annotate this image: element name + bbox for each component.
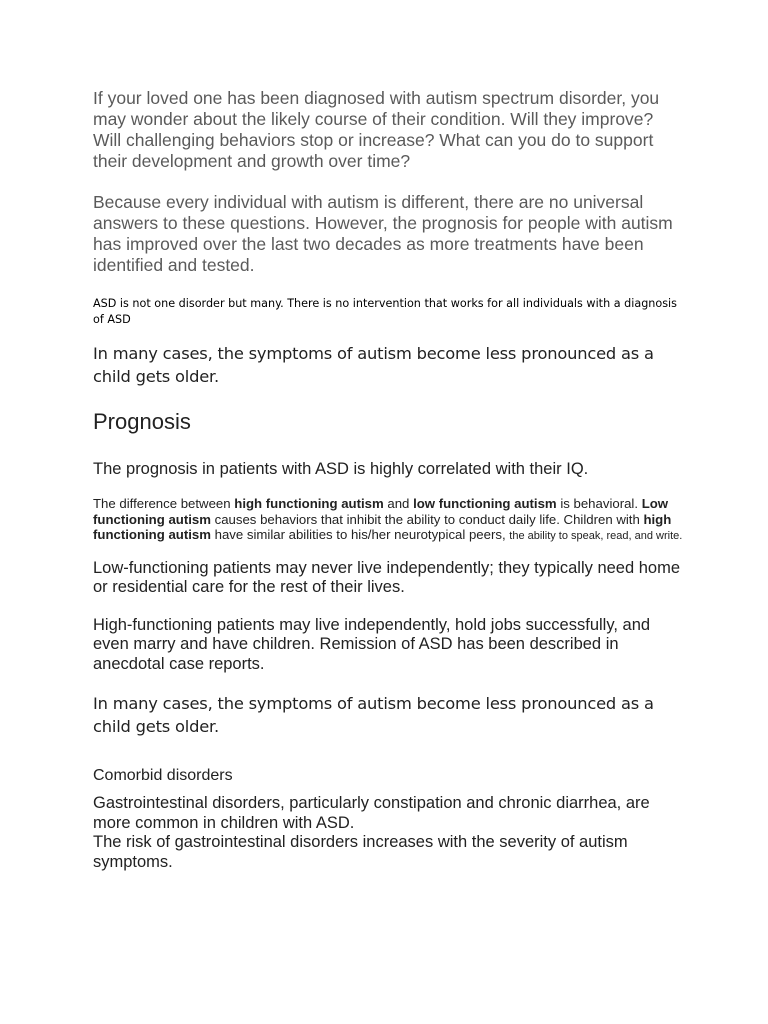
difference-bold-2: low functioning autism [413,496,557,511]
high-functioning-paragraph: High-functioning patients may live independently, hold jobs successfully, and even marry and have children. Remission of ASD has been described in anecdotal case reports. [93,615,651,673]
prognosis-heading: Prognosis [93,409,191,434]
comorbid-subheading: Comorbid disorders [93,767,233,784]
difference-bold-3: Low functioning autism [93,496,669,527]
difference-text-5: have similar abilities to his/her neurotypical peers, [210,527,510,542]
intro-paragraph-1: If your loved one has been diagnosed with autism spectrum disorder, you may wonder about the likely course of their condition. Will they improve? Will challenging behaviors stop or increase? What can you do to support their development and growth over time? [93,88,660,171]
difference-text-4: causes behaviors that inhibit the ability to conduct daily life. Children with [210,511,644,527]
difference-tiny-text: the ability to speak, read, and write. [509,530,683,542]
difference-text-2: and [383,496,414,511]
functioning-difference-paragraph [93,496,683,545]
symptoms-note-2: In many cases, the symptoms of autism become less pronounced as a child gets older. [93,694,654,736]
asd-note: ASD is not one disorder but many. There is no intervention that works for all individuals with a diagnosis of ASD [93,297,677,326]
document-body [93,88,683,872]
difference-text-1: The difference between [93,496,235,511]
low-functioning-paragraph: Low-functioning patients may never live independently; they typically need home or residential care for the rest of their lives. [93,558,681,596]
intro-paragraph-2: Because every individual with autism is different, there are no universal answers to these questions. However, the prognosis for people with autism has improved over the last two decades as more treatments have been identified and tested. [93,192,673,275]
gi-paragraph-2: The risk of gastrointestinal disorders increases with the severity of autism symptoms. [93,833,628,871]
symptoms-note-1: In many cases, the symptoms of autism become less pronounced as a child gets older. [93,344,654,386]
difference-bold-4: high functioning autism [93,511,672,542]
gi-paragraph-1: Gastrointestinal disorders, particularly constipation and chronic diarrhea, are more common in children with ASD. [93,794,650,832]
difference-text-3: is behavioral. [556,496,642,511]
prognosis-iq-paragraph: The prognosis in patients with ASD is highly correlated with their IQ. [93,460,589,478]
difference-bold-1: high functioning autism [234,496,384,511]
